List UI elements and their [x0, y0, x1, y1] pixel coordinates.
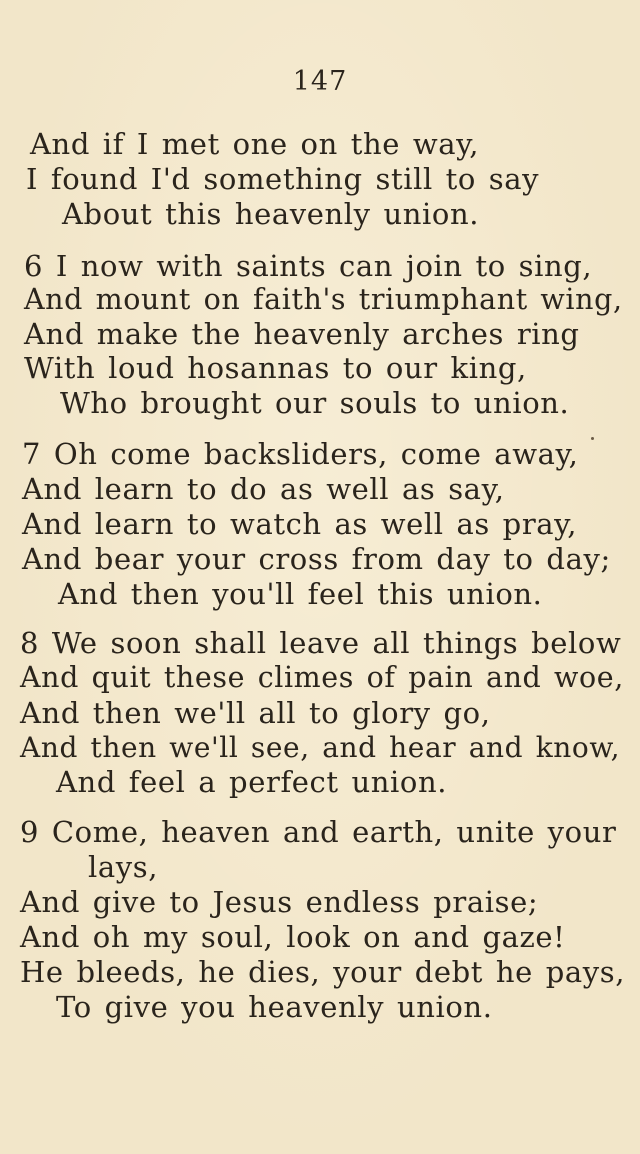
verse-line: 7 Oh come backsliders, come away,	[22, 437, 579, 471]
verse-line: lays,	[88, 850, 159, 884]
verse-line: And if I met one on the way,	[30, 127, 480, 161]
verse-line: And learn to watch as well as pray,	[22, 507, 578, 541]
verse-line: And make the heavenly arches ring	[24, 317, 580, 351]
verse-line: And quit these climes of pain and woe,	[20, 661, 624, 694]
verse-line: And then we'll see, and hear and know,	[20, 731, 621, 764]
verse-line: And then you'll feel this union.	[58, 577, 543, 611]
verse-line: And bear your cross from day to day;	[22, 542, 611, 576]
verse-line: He bleeds, he dies, your debt he pays,	[20, 955, 626, 989]
verse-line: About this heavenly union.	[62, 197, 480, 231]
verse-line: And learn to do as well as say,	[22, 472, 505, 506]
verse-line: And give to Jesus endless praise;	[20, 885, 539, 919]
verse-line: 9 Come, heaven and earth, unite your	[20, 815, 617, 849]
verse-line: 8 We soon shall leave all things below	[20, 626, 622, 660]
verse-line: And then we'll all to glory go,	[20, 696, 491, 730]
verse-line: With loud hosannas to our king,	[24, 351, 527, 385]
verse-line: And oh my soul, look on and gaze!	[20, 920, 566, 954]
paper-speck	[591, 437, 594, 440]
verse-line: To give you heavenly union.	[56, 990, 493, 1024]
verse-line: 6 I now with saints can join to sing,	[24, 249, 593, 283]
page-number: 147	[292, 66, 348, 97]
verse-line: Who brought our souls to union.	[60, 386, 570, 420]
verse-line: And feel a perfect union.	[56, 765, 448, 799]
verse-line: I found I'd something still to say	[26, 162, 540, 196]
verse-line: And mount on faith's triumphant wing,	[24, 283, 623, 316]
